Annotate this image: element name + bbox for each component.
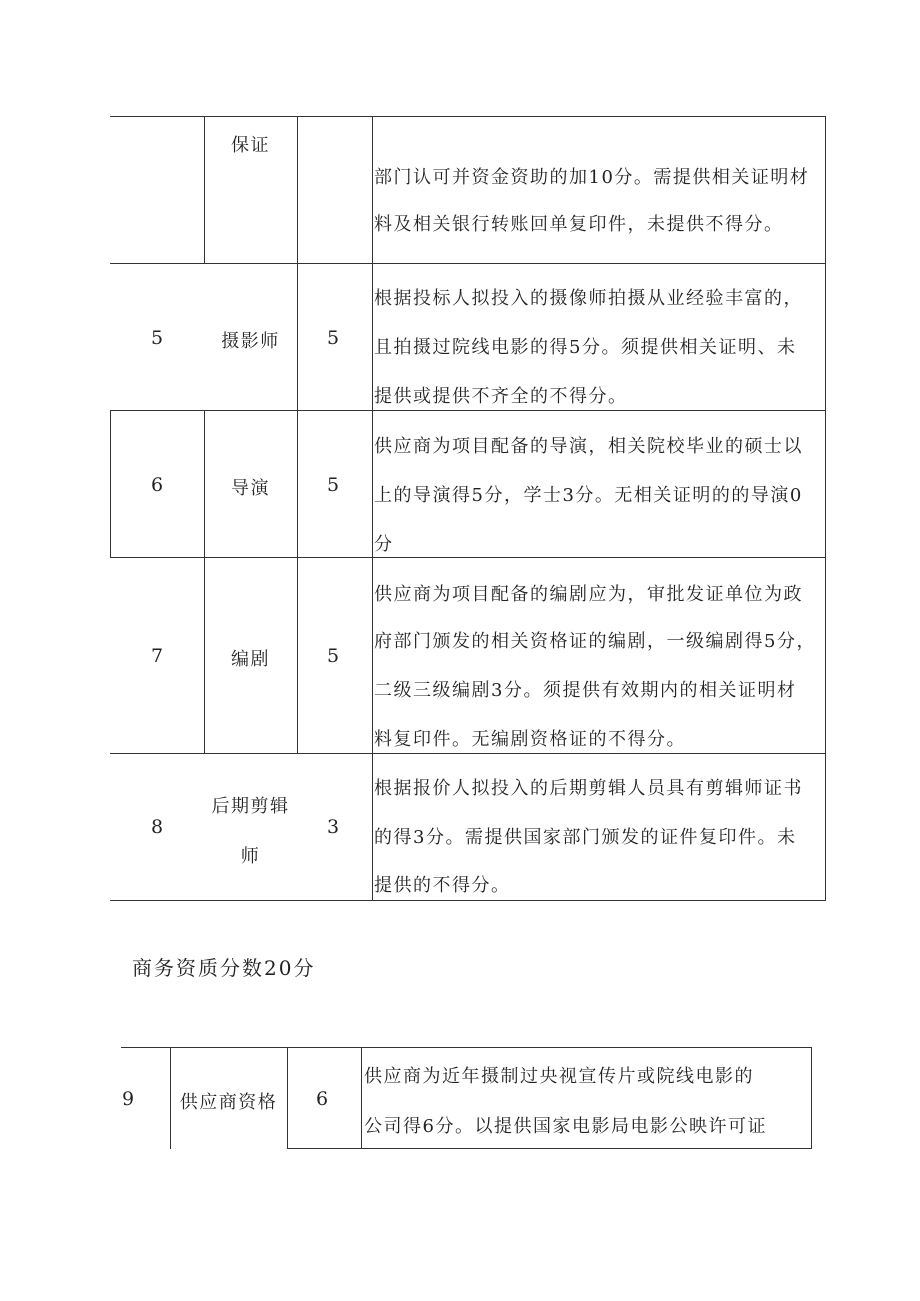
- score-cell: 6: [315, 1088, 329, 1110]
- item-cell: 摄影师: [221, 331, 280, 352]
- desc-line: 分: [374, 534, 394, 555]
- desc-line: 府部门颁发的相关资格证的编剧，一级编剧得5分，: [374, 631, 816, 652]
- table-border: [110, 410, 826, 411]
- table-border: [110, 410, 111, 557]
- table-border: [121, 1047, 812, 1048]
- desc-line: 且拍摄过院线电影的得5分。须提供相关证明、未: [374, 337, 797, 358]
- desc-line: 上的导演得5分，学士3分。无相关证明的的导演0: [374, 485, 803, 506]
- score-cell: 3: [326, 816, 340, 838]
- desc-line: 根据报价人拟投入的后期剪辑人员具有剪辑师证书: [374, 778, 803, 799]
- item-cell: 导演: [231, 478, 270, 499]
- item-cell: 供应商资格: [179, 1092, 278, 1113]
- table-border: [204, 410, 205, 753]
- table-border: [287, 1148, 812, 1149]
- table-border: [110, 557, 826, 558]
- row-number: 9: [121, 1088, 135, 1110]
- row-number: 5: [150, 327, 164, 349]
- desc-line: 提供的不得分。: [374, 875, 511, 896]
- table-border: [811, 1047, 812, 1149]
- table-border: [825, 116, 826, 900]
- table-border: [110, 900, 826, 901]
- table-border: [110, 263, 826, 264]
- desc-line: 料及相关银行转账回单复印件，未提供不得分。: [374, 214, 784, 235]
- table-border: [110, 753, 826, 754]
- table-border: [361, 1047, 362, 1149]
- item-cell: 编剧: [231, 649, 270, 670]
- item-cell-line: 后期剪辑: [211, 796, 290, 817]
- desc-line: 根据投标人拟投入的摄像师拍摄从业经验丰富的，: [374, 288, 803, 309]
- item-cell: 保证: [231, 135, 270, 156]
- desc-line: 料复印件。无编剧资格证的不得分。: [374, 729, 686, 750]
- desc-line: 供应商为项目配备的编剧应为，审批发证单位为政: [374, 584, 803, 605]
- desc-line: 提供或提供不齐全的不得分。: [374, 386, 628, 407]
- desc-line: 二级三级编剧3分。须提供有效期内的相关证明材: [374, 680, 797, 701]
- desc-line: 的得3分。需提供国家部门颁发的证件复印件。未: [374, 827, 797, 848]
- row-number: 6: [150, 474, 164, 496]
- desc-line: 部门认可并资金资助的加10分。需提供相关证明材: [374, 167, 810, 188]
- desc-line: 供应商为近年摄制过央视宣传片或院线电影的: [364, 1066, 754, 1087]
- item-cell-line: 师: [240, 846, 261, 867]
- row-number: 7: [150, 645, 164, 667]
- table-border: [287, 1047, 288, 1149]
- desc-line: 公司得6分。以提供国家电影局电影公映许可证: [364, 1116, 767, 1137]
- section-heading: 商务资质分数20分: [132, 956, 316, 980]
- table-border: [372, 116, 373, 900]
- desc-line: 供应商为项目配备的导演，相关院校毕业的硕士以: [374, 436, 803, 457]
- row-number: 8: [150, 816, 164, 838]
- table-border: [297, 116, 298, 753]
- score-cell: 5: [326, 327, 340, 349]
- table-border: [110, 116, 826, 117]
- score-cell: 5: [326, 474, 340, 496]
- score-cell: 5: [326, 645, 340, 667]
